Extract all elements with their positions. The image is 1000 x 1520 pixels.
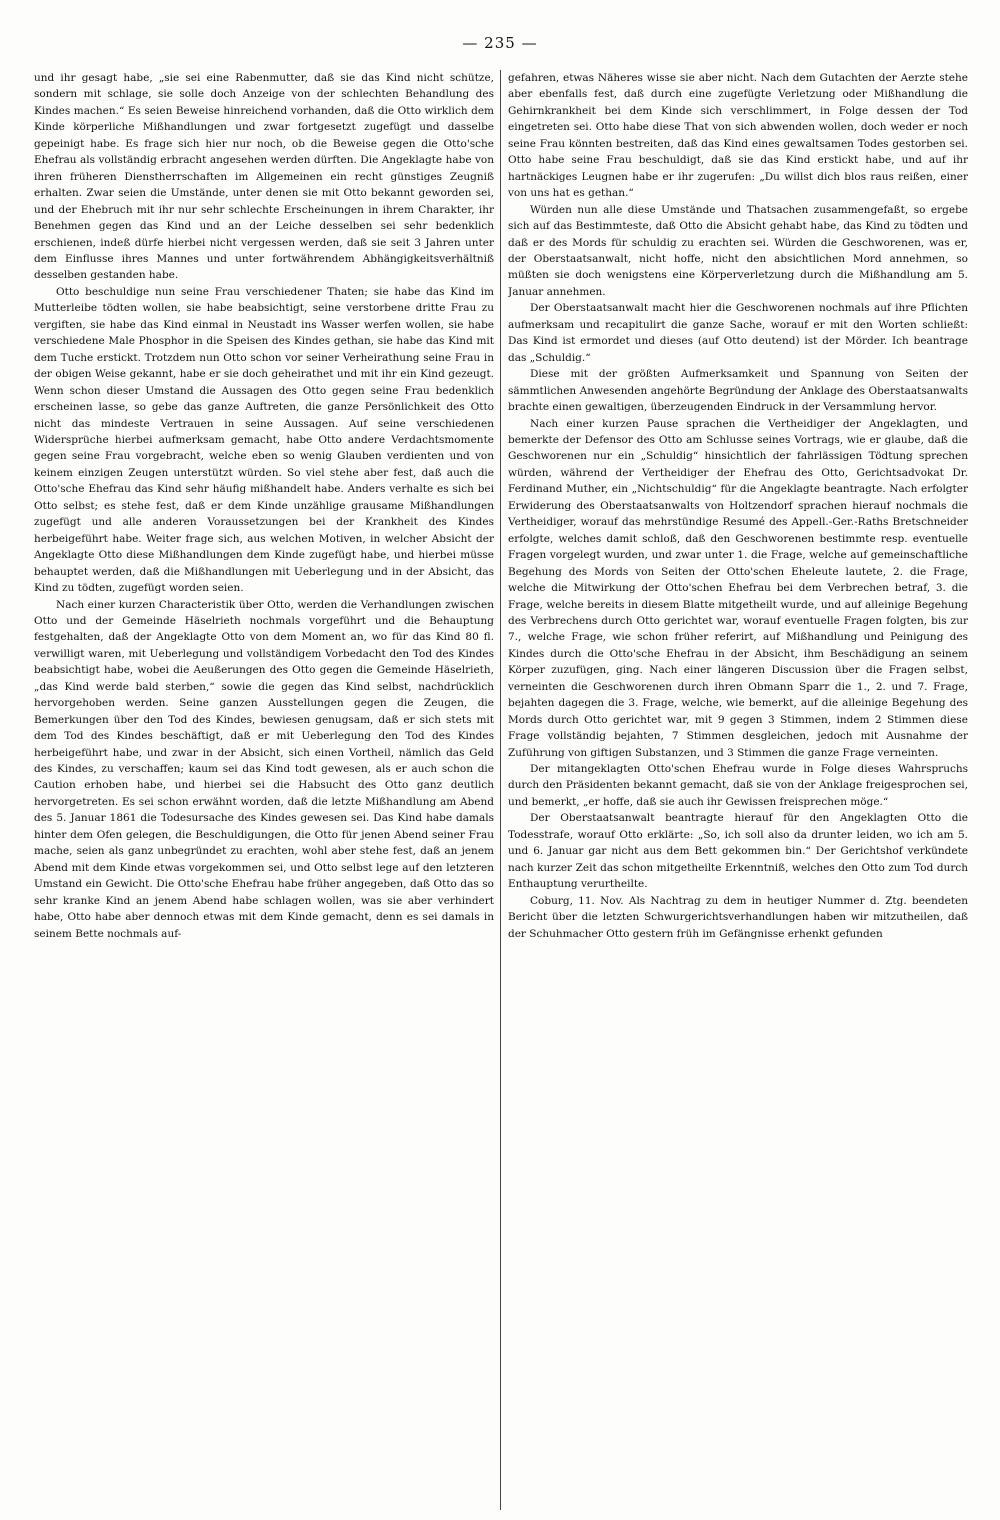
paragraph: und ihr gesagt habe, „sie sei eine Rabenmutter, daß sie das Kind nicht schütze, sondern mit schlage, sie solle doch Anzeige von der schlechten Behandlung des Kindes machen.“ Es seien Beweise hinreichend vorhanden, daß die Otto wirklich dem Kinde körperliche Mißhandlungen und zwar fortgesetzt zugefügt und dasselbe gepeinigt habe. Es frage sich hier nur noch, ob die Beweise gegen die Otto'sche Ehefrau als vollständig erbracht angesehen werden dürften. Die Angeklagte habe von ihren früheren Dienstherrschaften im Allgemeinen ein recht günstiges Zeugniß erhalten. Zwar seien die Umstände, unter denen sie mit Otto bekannt geworden sei, und der Ehebruch mit ihr nur sehr schlechte Erscheinungen in ihrem Charakter, ihr Benehmen gegen das Kind und an der Leiche desselben sei sehr bedenklich erschienen, indeß dürfe hierbei nicht vergessen werden, daß sie seit 3 Jahren unter dem Einflusse ihres Mannes und unter fortwährendem Abhängigkeitsverhältniß desselben gestanden habe. [34,72,494,282]
paragraph: Nach einer kurzen Characteristik über Otto, werden die Verhandlungen zwischen Otto und der Gemeinde Häselrieth nochmals vorgeführt und die Behauptung festgehalten, daß der Angeklagte Otto von dem Moment an, wo für das Kind 80 fl. verwilligt waren, mit Ueberlegung und vollständigem Vorbedacht den Tod des Kindes beabsichtigt habe, wobei die Aeußerungen des Otto gegen die Gemeinde Häselrieth, „das Kind werde bald sterben,“ sowie die gegen das Kind selbst, nachdrücklich hervorgehoben werden. Seine ganzen Ausstellungen gegen die Zeugen, die Bemerkungen über den Tod des Kindes, bewiesen genugsam, daß er sich stets mit dem Tod des Kindes beschäftigt, daß er mit Ueberlegung den Tod des Kindes herbeigeführt habe, und zwar in der Absicht, sich einen Vortheil, nämlich das Geld des Kindes, zu verschaffen; kaum sei das Kind todt gewesen, als er auch schon die Caution erhoben habe, und hierbei sei die Habsucht des Otto ganz deutlich hervorgetreten. Es sei schon erwähnt worden, daß die letzte Mißhandlung am Abend des 5. Januar 1861 die Todesursache des Kindes gewesen sei. Das Kind habe damals hinter dem Ofen gelegen, die Beschuldigungen, die Otto für jenen Abend seiner Frau mache, seien als ganz unbegründet zu erachten, wohl aber stehe fest, daß an jenem Abend mit dem Kinde etwas vorgekommen sei, und Otto selbst lege auf den letzteren Umstand ein Gewicht. Die Otto'sche Ehefrau habe früher angegeben, daß Otto das so sehr kranke Kind an jenem Abend habe schlagen wollen, was sie aber verhindert habe, Otto habe aber dennoch etwas mit dem Kinde gemacht, denn es sei damals in seinem Bette nochmals auf- [34,598,494,940]
paragraph: Der Oberstaatsanwalt macht hier die Geschworenen nochmals auf ihre Pflichten aufmerksam und recapitulirt die ganze Sache, worauf er mit den Worten schließt: Das Kind ist ermordet und dieses (auf Otto deutend) ist der Mörder. Ich beantrage das „Schuldig.“ [508,302,968,364]
paragraph: Coburg, 11. Nov. Als Nachtrag zu dem in heutiger Nummer d. Ztg. beendeten Bericht über die letzten Schwurgerichtsverhandlungen haben wir mitzutheilen, daß der Schuhmacher Otto gestern früh im Gefängnisse erhenkt gefunden [508,894,968,940]
paragraph: Otto beschuldige nun seine Frau verschiedener Thaten; sie habe das Kind im Mutterleibe tödten wollen, sie habe beabsichtigt, seine verstorbene dritte Frau zu vergiften, sie habe das Kind einmal in Neustadt ins Wasser werfen wollen, sie habe verschiedene Male Phosphor in die Speisen des Kindes gethan, sie habe das Kind mit dem Tuche erstickt. Trotzdem nun Otto schon vor seiner Verheirathung seine Frau in der obigen Weise gekannt, habe er sie doch geheirathet und mit ihr ein Kind gezeugt. Wenn schon dieser Umstand die Aussagen des Otto gegen seine Frau bedenklich erscheinen lasse, so gebe das ganze Auftreten, die ganze Persönlichkeit des Otto nicht das mindeste Vertrauen in seine Aussagen. Auf seine verschiedenen Widersprüche hierbei aufmerksam gemacht, habe Otto andere Verdachtsmomente gegen seine Frau vorgebracht, welche eben so wenig Glauben verdienten und von keinem einzigen Zeugen unterstützt würden. So viel stehe aber fest, daß auch die Otto'sche Ehefrau das Kind sehr häufig mißhandelt habe. Anders verhalte es sich bei Otto selbst; es stehe fest, daß er dem Kinde unzählige grausame Mißhandlungen zugefügt und alle anderen Voraussetzungen bei der Krankheit des Kindes herbeigeführt habe. Weiter frage sich, aus welchen Motiven, in welcher Absicht der Angeklagte Otto diese Mißhandlungen dem Kinde zugefügt habe, und hierbei müsse behauptet werden, daß die Mißhandlungen mit Ueberlegung und in der Absicht, das Kind zu tödten, zugefügt worden seien. [34,285,494,595]
right-column [508,70,968,1510]
page-number: — 235 — [462,34,538,52]
paragraph: Der mitangeklagten Otto'schen Ehefrau wurde in Folge dieses Wahrspruchs durch den Präsidenten bekannt gemacht, daß sie von der Anklage freigesprochen sei, und bemerkt, „er hoffe, daß sie auch ihr Gewissen freisprechen möge.“ [508,763,968,808]
paragraph: Würden nun alle diese Umstände und Thatsachen zusammengefaßt, so ergebe sich auf das Bestimmteste, daß Otto die Absicht gehabt habe, das Kind zu tödten und daß er des Mords für schuldig zu erachten sei. Würden die Geschworenen, was er, der Oberstaatsanwalt, nicht hoffe, nicht den absichtlichen Mord annehmen, so müßten sie doch wenigstens eine Körperverletzung durch die Mißhandlung am 5. Januar annehmen. [508,203,968,298]
paragraph: Der Oberstaatsanwalt beantragte hierauf für den Angeklagten Otto die Todesstrafe, worauf Otto erklärte: „So, ich soll also da drunter leiden, wo ich am 5. und 6. Januar gar nicht aus dem Bett gekommen bin.“ Der Gerichtshof verkündete nach kurzer Zeit das schon mitgetheilte Erkenntniß, welches den Otto zum Tod durch Enthauptung verurtheilte. [508,812,968,891]
paragraph: Diese mit der größten Aufmerksamkeit und Spannung von Seiten der sämmtlichen Anwesenden angehörte Begründung der Anklage des Oberstaatsanwalts brachte einen gewaltigen, überzeugenden Eindruck in der Versammlung hervor. [508,368,968,414]
paragraph: gefahren, etwas Näheres wisse sie aber nicht. Nach dem Gutachten der Aerzte stehe aber ebenfalls fest, daß durch eine zugefügte Verletzung oder Mißhandlung die Gehirnkrankheit bei dem Kinde sich verschlimmert, in Folge dessen der Tod eingetreten sei. Otto habe diese That von sich abwenden wollen, doch weder er noch seine Frau könnten bestreiten, daß das Kind eines gewaltsamen Todes gestorben sei. Otto habe seine Frau beschuldigt, daß sie das Kind erstickt habe, und auf ihr hartnäckiges Leugnen habe er ihr zugerufen: „Du willst dich blos raus reißen, einer von uns hat es gethan.“ [508,72,968,200]
left-column [34,70,494,1510]
paragraph: Nach einer kurzen Pause sprachen die Vertheidiger der Angeklagten, und bemerkte der Defensor des Otto am Schlusse seines Vortrags, wie er glaube, daß die Geschworenen nur ein „Schuldig“ hinsichtlich der fahrlässigen Tödtung sprechen würden, während der Vertheidiger der Ehefrau des Otto, Gerichtsadvokat Dr. Ferdinand Muther, ein „Nichtschuldig“ für die Angeklagte beantragte. Nach erfolgter Erwiderung des Oberstaatsanwalts von Holtzendorf sprachen hierauf nochmals die Vertheidiger, worauf das mehrstündige Resumé des Appell.-Ger.-Raths Bretschneider erfolgte, welches damit schloß, daß den Geschworenen bestimmte resp. eventuelle Fragen vorgelegt wurden, und zwar unter 1. die Frage, welche auf gemeinschaftliche Begehung des Mords von Seiten der Otto'schen Eheleute lautete, 2. die Frage, welche die Mitwirkung der Otto'schen Ehefrau bei dem Verbrechen betraf, 3. die Frage, welche bereits in diesem Blatte mitgetheilt wurde, und auf alleinige Begehung des Verbrechens durch Otto gerichtet war, worauf eventuelle Fragen folgten, bis zur 7., welche Frage, wie schon früher referirt, auf Mißhandlung und Peinigung des Kindes durch die Otto'sche Ehefrau in der Absicht, ihm Beschädigung an seinem Körper zuzufügen, ging. Nach einer längeren Discussion über die Fragen selbst, verneinten die Geschworenen durch ihren Obmann Sparr die 1., 2. und 7. Frage, bejahten dagegen die 3. Frage, welche, wie bemerkt, auf die alleinige Begehung des Mords durch Otto gerichtet war, mit 9 gegen 3 Stimmen, indem 2 Stimmen diese Frage vollständig bejahten, 7 Stimmen desgleichen, jedoch mit Ausnahme der Zuführung von giftigen Substanzen, und 3 Stimmen die ganze Frage verneinten. [508,417,968,759]
column-divider [500,70,501,1510]
